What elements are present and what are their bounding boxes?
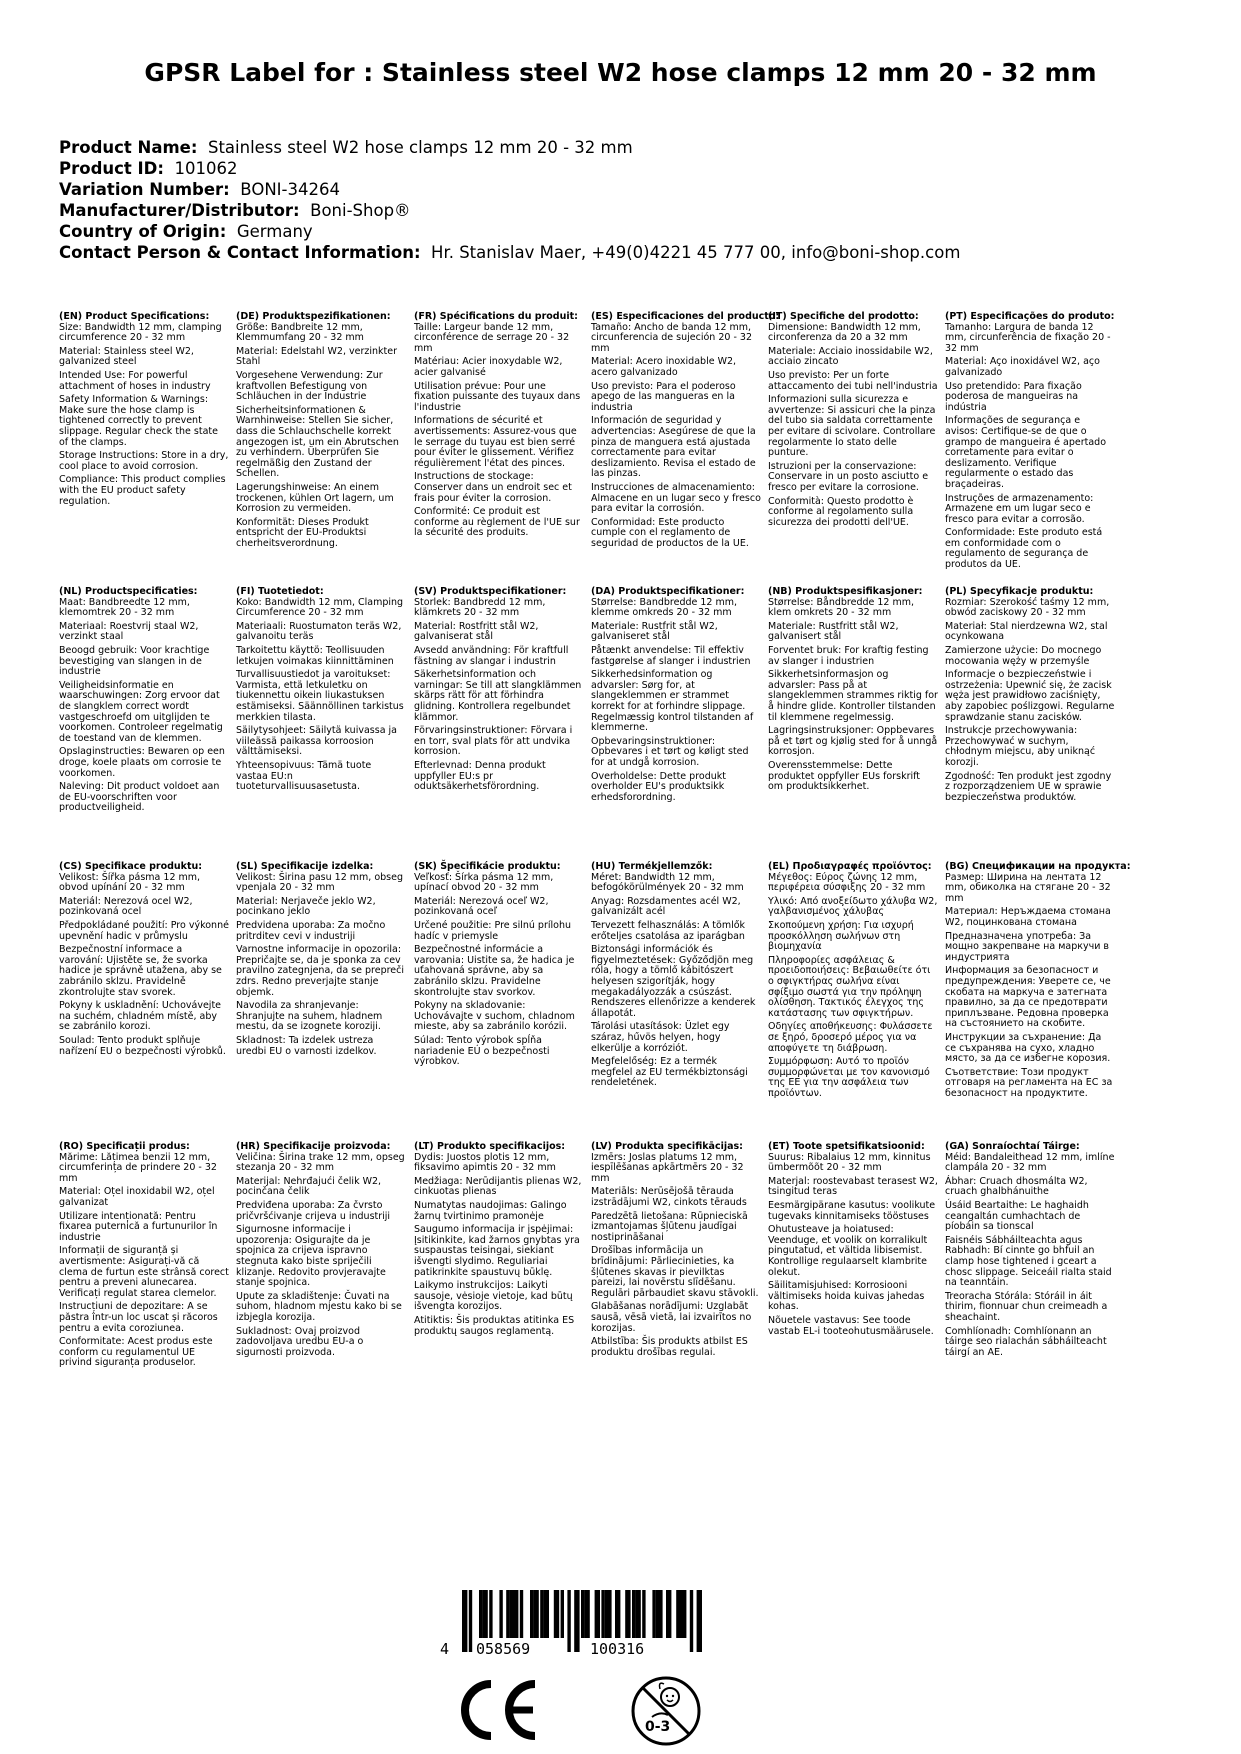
spec-line: Faisnéis Sábháilteachta agus Rabhadh: Bí cinnte go bhfuil an clamp hose tightened i gceart a chosc slippage. Seiceáil rialta staid na teanntáin. [945, 1234, 1112, 1289]
barcode-bar [482, 1590, 487, 1638]
spec-line: Uso pretendido: Para fixação poderosa de mangueiras na indústria [945, 380, 1082, 413]
spec-line: Matériau: Acier inoxydable W2, acier galvanisé [414, 356, 563, 378]
spec-line: Bezpečnostné informácie a varovania: Uistite sa, že hadica je uťahovaná správne, aby sa zabránilo sklzu. Pravidelne skontrolujte stav svorkov. [414, 944, 575, 998]
barcode-bar [462, 1590, 467, 1652]
spec-line: Materiale: Rustfrit stål W2, galvaniseret stål [591, 620, 718, 643]
spec-block [414, 587, 584, 796]
spec-line: Materiál: Nerezová ocel W2, pozinkovaná ocel [59, 895, 193, 918]
spec-line: Material: Aço inoxidável W2, aço galvanizado [945, 356, 1100, 378]
spec-line: Instrukcje przechowywania: Przechowywać w suchym, chłodnym miejscu, aby uniknąć korozji. [945, 725, 1096, 768]
not-for-children-0-3-icon [630, 1675, 702, 1747]
spec-heading: (IT) Specifiche del prodotto: [768, 311, 919, 322]
barcode-bar [690, 1590, 693, 1652]
info-contact: Contact Person & Contact Information: Hr. Stanislav Maer, +49(0)4221 45 777 00, info@boni-shop.com [59, 243, 961, 262]
spec-block [59, 862, 229, 1060]
spec-line: Velikost: Šířka pásma 12 mm, obvod upínání 20 - 32 mm [59, 871, 201, 894]
spec-line: Materiale: Acciaio inossidabile W2, acciaio zincato [768, 345, 933, 368]
spec-heading: (NL) Productspecificaties: [59, 586, 198, 597]
spec-line: Navodila za shranjevanje: Shranjujte na suhem, hladnem mestu, da se izognete koroziji. [236, 1000, 383, 1033]
spec-heading: (RO) Specificații produs: [59, 1141, 190, 1152]
spec-line: Πληροφορίες ασφάλειας & προειδοποιήσεις: Βεβαιωθείτε ότι ο σφιγκτήρας σωλήνα είναι σφίξιμο σωστά για την πρόληψη ολίσθηση. Τακτικός έλεγχος της κατάστασης των σφιγκτήρων. [768, 954, 931, 1019]
spec-heading: (SL) Specifikacije izdelka: [236, 861, 374, 872]
age-label: 0-3 [645, 1719, 671, 1735]
spec-line: Οδηγίες αποθήκευσης: Φυλάσσετε σε ξηρό, δροσερό μέρος για να αποφύγετε τη διάβρωση. [768, 1021, 933, 1054]
spec-heading: (ES) Especificaciones del producto: [591, 311, 780, 322]
barcode-bar [540, 1590, 543, 1638]
spec-line: Ábhar: Cruach dhosmálta W2, cruach ghalbhánuithe [945, 1175, 1088, 1198]
spec-line: Materiaali: Ruostumaton teräs W2, galvanoitu teräs [236, 620, 402, 643]
spec-line: Tárolási utasítások: Üzlet egy száraz, hűvös helyen, hogy elkerülje a korróziót. [591, 1021, 730, 1054]
spec-line: Maat: Bandbreedte 12 mm, klemomtrek 20 - 32 mm [59, 596, 190, 619]
spec-block [414, 1142, 584, 1340]
barcode-bar [632, 1590, 635, 1638]
spec-line: Instruções de armazenamento: Armazene em um lugar seco e fresco para evitar a corrosão. [945, 492, 1094, 525]
spec-line: Sukladnost: Ovaj proizvod zadovoljava uredbu EU-a o sigurnosti proizvoda. [236, 1325, 364, 1358]
spec-heading: (DE) Produktspezifikationen: [236, 311, 391, 322]
spec-heading: (BG) Спецификации на продукта: [945, 861, 1131, 872]
spec-line: Conformidade: Este produto está em conformidade com o regulamento de segurança de produtos da UE. [945, 527, 1103, 571]
spec-line: Instructions de stockage: Conserver dans un endroit sec et frais pour éviter la corrosion. [414, 471, 572, 504]
spec-line: Tamaño: Ancho de banda 12 mm, circunferencia de sujeción 20 - 32 mm [591, 321, 752, 354]
spec-line: Pokyny k uskladnění: Uchovávejte na suchém, chladném místě, aby se zabránilo korozi. [59, 1000, 222, 1033]
spec-line: Instrucciones de almacenamiento: Almacene en un lugar seco y fresco para evitar la corrosión. [591, 481, 761, 515]
spec-line: Naleving: Dit product voldoet aan de EU-voorschriften voor productveiligheid. [59, 781, 220, 814]
spec-line: Sikkerhetsinformasjon og advarsler: Pass på at slangeklemmen strammes riktig for å hindre glide. Kontroller tilstanden til klemmene regelmessig. [768, 669, 938, 723]
spec-line: Veiligheidsinformatie en waarschuwingen: Zorg ervoor dat de slangklem correct wordt vastgeschroefd om uitglijden te voorkomen. Controleer regelmatig de toestand van de klemmen. [59, 679, 223, 744]
spec-line: Säilytysohjeet: Säilytä kuivassa ja viileässä paikassa korroosion välttämiseksi. [236, 725, 397, 758]
spec-line: Súlad: Tento výrobok spĺňa nariadenie EÚ o bezpečnosti výrobkov. [414, 1034, 550, 1068]
info-country-of-origin: Country of Origin: Germany [59, 222, 313, 241]
barcode-bar [652, 1590, 655, 1638]
spec-heading: (NB) Produktspesifikasjoner: [768, 586, 923, 597]
spec-line: Glabāšanas norādījumi: Uzglabāt sausā, vēsā vietā, lai izvairītos no korozijas. [591, 1301, 752, 1334]
spec-line: Soulad: Tento produkt splňuje nařízení EU o bezpečnosti výrobků. [59, 1034, 226, 1057]
spec-line: Informații de siguranță și avertismente: Asigurați-vă că clema de furtun este strânsă corect pentru a preveni alunecarea. Verificați regulat starea clemelor. [59, 1245, 229, 1299]
spec-line: Nõuetele vastavus: See toode vastab EL-i tooteohutusmäärusele. [768, 1314, 934, 1337]
spec-line: Säilitamisjuhised: Korrosiooni vältimiseks hoida kuivas jahedas kohas. [768, 1280, 925, 1313]
spec-line: Predviđena uporaba: Za čvrsto pričvršćivanje crijeva u industriji [236, 1199, 391, 1222]
spec-heading: (FI) Tuotetiedot: [236, 586, 324, 597]
spec-line: Uso previsto: Per un forte attaccamento dei tubi nell'industria [768, 369, 938, 392]
spec-line: Opslaginstructies: Bewaren op een droge, koele plaats om corrosie te voorkomen. [59, 746, 225, 779]
spec-block [236, 1142, 406, 1361]
spec-line: Påtænkt anvendelse: Til effektiv fastgørelse af slanger i industrien [591, 644, 751, 667]
spec-line: Taille: Largeur bande 12 mm, circonférence de serrage 20 - 32 mm [414, 321, 570, 354]
spec-line: Konformität: Dieses Produkt entspricht der EU-Produktsi cherheitsverordnung. [236, 516, 369, 549]
barcode-bar [666, 1590, 671, 1638]
barcode-bar [595, 1590, 600, 1638]
spec-line: Sikkerhedsinformation og advarsler: Sørg for, at slangeklemmen er strammet korrekt for at forhindre slippage. Regelmæssig kontrol tilstanden af klemmerne. [591, 669, 754, 734]
spec-line: Informazioni sulla sicurezza e avvertenze: Si assicuri che la pinza del tubo sia saldata correttamente per evitare di scivolare. Controllare regolarmente lo stato delle punture. [768, 394, 936, 459]
barcode-bar [489, 1590, 492, 1638]
spec-line: Eesmärgipärane kasutus: voolikute tugevaks kinnitamiseks tööstuses [768, 1199, 936, 1222]
info-variation-number: Variation Number: BONI-34264 [59, 180, 340, 199]
spec-line: Varnostne informacije in opozorila: Prepričajte se, da je sponka za cev pravilno zategnjena, da se prepreči zdrs. Redno preverjajte stanje objemk. [236, 944, 404, 998]
spec-heading: (EN) Product Specifications: [59, 311, 210, 322]
spec-line: Material: Rostfritt stål W2, galvaniserat stål [414, 620, 539, 643]
spec-line: Avsedd användning: För kraftfull fästning av slangar i industrin [414, 644, 569, 667]
barcode-bar [574, 1590, 579, 1652]
barcode-bar [506, 1590, 509, 1638]
spec-line: Materiale: Rustfritt stål W2, galvanisert stål [768, 620, 899, 643]
spec-line: Storage Instructions: Store in a dry, cool place to avoid corrosion. [59, 450, 229, 472]
spec-line: Skladnost: Ta izdelek ustreza uredbi EU o varnosti izdelkov. [236, 1034, 377, 1057]
spec-heading: (EL) Προδιαγραφές προϊόντος: [768, 861, 932, 872]
barcode [440, 1590, 730, 1674]
spec-line: Storlek: Bandbredd 12 mm, klämkrets 20 - 32 mm [414, 596, 546, 619]
barcode-bar [601, 1590, 604, 1638]
spec-heading: (FR) Spécifications du produit: [414, 311, 578, 322]
spec-line: Съответствие: Този продукт отговаря на регламента на ЕС за безопасност на продуктите. [945, 1066, 1113, 1099]
barcode-digits-right: 100316 [590, 1640, 645, 1658]
spec-line: Material: Edelstahl W2, verzinkter Stahl [236, 345, 397, 368]
spec-line: Lagerungshinweise: An einem trockenen, kühlen Ort lagern, um Korrosion zu vermeiden. [236, 481, 394, 515]
spec-line: Materiál: Nerezová oceľ W2, pozinkovaná oceľ [414, 895, 549, 918]
barcode-bar [469, 1590, 472, 1652]
spec-heading: (HR) Specifikacije proizvoda: [236, 1141, 391, 1152]
spec-line: Intended Use: For powerful attachment of hoses in industry [59, 369, 211, 392]
spec-block [768, 862, 938, 1102]
spec-line: Compliance: This product complies with the EU product safety regulation. [59, 474, 226, 507]
spec-line: Opbevaringsinstruktioner: Opbevares i et tørt og køligt sted for at undgå korrosion. [591, 735, 749, 768]
spec-line: Lagringsinstruksjoner: Oppbevares på et tørt og kjølig sted for å unngå korrosjon. [768, 725, 938, 758]
spec-line: Megfelelőség: Ez a termék megfelel az EU termékbiztonsági rendeletének. [591, 1056, 748, 1089]
spec-line: Size: Bandwidth 12 mm, clamping circumference 20 - 32 mm [59, 321, 222, 344]
spec-line: Materijal: Nehrđajući čelik W2, pocinčana čelik [236, 1175, 382, 1198]
barcode-bar [615, 1590, 620, 1638]
spec-line: Utilisation prévue: Pour une fixation puissante des tuyaux dans l'industrie [414, 380, 581, 413]
spec-block [945, 587, 1115, 806]
barcode-digits-left: 058569 [476, 1640, 531, 1658]
spec-line: Méret: Bandwidth 12 mm, befogókörülmények 20 - 32 mm [591, 871, 744, 894]
spec-line: Overensstemmelse: Dette produktet oppfyller EUs forskrift om produktsikkerhet. [768, 759, 921, 793]
spec-line: Μέγεθος: Εύρος ζώνης 12 mm, περιφέρεια σύσφιξης 20 - 32 mm [768, 871, 926, 894]
spec-line: Sicherheitsinformationen & Warnhinweise: Stellen Sie sicher, dass die Schlauchschelle korrekt angezogen ist, um ein Abrutschen zu verhindern. Überprüfen Sie regelmäßig den Zustand der Schellen. [236, 404, 399, 480]
spec-line: Medžiaga: Nerūdijantis plienas W2, cinkuotas plienas [414, 1175, 582, 1198]
spec-line: Rozmiar: Szerokość taśmy 12 mm, obwód zaciskowy 20 - 32 mm [945, 596, 1110, 619]
barcode-bar [554, 1590, 559, 1638]
spec-heading: (PL) Specyfikacje produktu: [945, 586, 1094, 597]
spec-heading: (GA) Sonraíochtaí Táirge: [945, 1141, 1080, 1152]
spec-heading: (PT) Especificações do produto: [945, 311, 1115, 322]
spec-line: Laikymo instrukcijos: Laikyti sausoje, vėsioje vietoje, kad būtų išvengta korozijos. [414, 1280, 573, 1313]
barcode-bar [561, 1590, 564, 1638]
barcode-bar [479, 1590, 482, 1638]
spec-line: Biztonsági információk és figyelmeztetések: Győződjön meg róla, hogy a tömlő kábitószert helyesen szigorítják, hogy megakadályozzák a csúszást. Rendszeres ellenőrizze a kenderek állapotát. [591, 944, 756, 1019]
barcode-bar [659, 1590, 662, 1638]
spec-line: Treoracha Stórála: Stóráil in áit thirim, fionnuar chun creimeadh a sheachaint. [945, 1290, 1108, 1323]
spec-line: Størrelse: Båndbredde 12 mm, klem omkrets 20 - 32 mm [768, 596, 915, 619]
spec-line: Atitiktis: Šis produktas atitinka ES produktų saugos reglamentą. [414, 1314, 575, 1337]
spec-line: Atbilstība: Šis produkts atbilst ES produktu drošības regulai. [591, 1336, 748, 1358]
spec-block [59, 587, 229, 817]
spec-heading: (ET) Toote spetsifikatsioonid: [768, 1141, 925, 1152]
spec-line: Určené použitie: Pre silnú prílohu hadíc v priemysle [414, 919, 572, 942]
product-info [59, 137, 1199, 263]
barcode-bars [440, 1590, 730, 1674]
spec-heading: (SV) Produktspecifikationer: [414, 586, 567, 597]
barcode-bar [520, 1590, 523, 1638]
spec-line: Информация за безопасност и предупреждения: Уверете се, че скобата на маркуча е затегната правилно, за да се предотврати приплъзване. Редовна проверка на състоянието на скобите. [945, 965, 1111, 1030]
barcode-bar [513, 1590, 518, 1638]
spec-heading: (LV) Produkta specifikācijas: [591, 1141, 743, 1152]
spec-line: Informations de sécurité et avertissements: Assurez-vous que le serrage du tuyau est bien serré pour éviter le glissement. Vérifiez régulièrement l'état des pinces. [414, 415, 577, 469]
spec-line: Velikost: Širina pasu 12 mm, obseg vpenjala 20 - 32 mm [236, 871, 403, 894]
barcode-bar [608, 1590, 611, 1638]
ce-mark-icon [455, 1680, 540, 1740]
spec-block [591, 1142, 761, 1361]
spec-block [236, 312, 406, 552]
spec-heading: (SK) Špecifikácie produktu: [414, 861, 561, 872]
spec-line: Bezpečnostní informace a varování: Ujistěte se, že svorka hadice je správně utažena, aby se zabránilo sklzu. Pravidelně zkontrolujte stav svorek. [59, 944, 222, 998]
barcode-bar [642, 1590, 645, 1638]
spec-line: Συμμόρφωση: Αυτό το προϊόν συμμορφώνεται με τον κανονισμό της ΕΕ για την ασφάλεια των προϊόντων. [768, 1056, 930, 1099]
barcode-bar [584, 1590, 589, 1638]
spec-line: Koko: Bandwidth 12 mm, Clamping Circumference 20 - 32 mm [236, 596, 404, 619]
spec-line: Informações de segurança e avisos: Certifique-se de que o grampo de mangueira é apertado corretamente para evitar o deslizamento. Verifique regularmente o estado das braçadeiras. [945, 415, 1107, 490]
spec-line: Informacje o bezpieczeństwie i ostrzeżenia: Upewnić się, że zacisk węża jest prawidłowo zaciśnięty, aby zapobiec poślizgowi. Regularne sprawdzanie stanu zacisków. [945, 669, 1115, 723]
spec-line: Conformità: Questo prodotto è conforme al regolamento sulla sicurezza dei prodotti dell'UE. [768, 495, 914, 528]
spec-line: Conformité: Ce produit est conforme au règlement de l'UE sur la sécurité des produits. [414, 506, 580, 539]
info-manufacturer: Manufacturer/Distributor: Boni-Shop® [59, 201, 411, 220]
spec-line: Safety Information & Warnings: Make sure the hose clamp is tightened correctly to prevent slippage. Regular check the state of the clamps. [59, 394, 218, 448]
spec-line: Turvallisuustiedot ja varoitukset: Varmista, että letkuletku on tiukennettu oikein liukastuksen estämiseksi. Säännöllinen tarkistus merkkien tilasta. [236, 669, 404, 723]
spec-line: Vorgesehene Verwendung: Zur kraftvollen Befestigung von Schläuchen in der Industrie [236, 369, 383, 403]
spec-line: Materiaal: Roestvrij staal W2, verzinkt staal [59, 620, 199, 643]
spec-line: Beoogd gebruik: Voor krachtige bevestiging van slangen in de industrie [59, 644, 210, 678]
spec-line: Zamierzone użycie: Do mocnego mocowania węży w przemyśle [945, 644, 1102, 667]
spec-line: Uso previsto: Para el poderoso apego de las mangueras en la industria [591, 380, 736, 413]
spec-block [945, 312, 1115, 574]
spec-line: Mărime: Lățimea benzii 12 mm, circumferința de prindere 20 - 32 mm [59, 1151, 217, 1184]
spec-line: Pokyny na skladovanie: Uchovávajte v suchom, chladnom mieste, aby sa zabránilo korózii. [414, 1000, 575, 1033]
spec-block [768, 587, 938, 796]
spec-line: Predvidena uporaba: Za močno pritrditev cevi v industriji [236, 919, 386, 942]
spec-line: Sigurnosne informacije i upozorenja: Osigurajte da je spojnica za crijeva ispravno stegnuta kako biste spriječili klizanje. Redovito provjeravajte stanje spojnica. [236, 1224, 386, 1289]
spec-line: Materiał: Stal nierdzewna W2, stal ocynkowana [945, 620, 1108, 643]
spec-line: Upute za skladištenje: Čuvati na suhom, hladnom mjestu kako bi se izbjegla korozija. [236, 1290, 402, 1323]
spec-line: Efterlevnad: Denna produkt uppfyller EU:s pr oduktsäkerhetsförordning. [414, 759, 546, 793]
spec-line: Anyag: Rozsdamentes acél W2, galvanizált acél [591, 895, 741, 918]
spec-line: Drošības informācija un brīdinājumi: Pārliecinieties, ka šļūtenes skavas ir pievilktas pareizi, lai novērstu slīdēšanu. Regulāri pārbaudiet skavu stāvokli. [591, 1245, 759, 1299]
barcode-bar [625, 1590, 630, 1638]
info-product-id: Product ID: 101062 [59, 159, 238, 178]
spec-line: Suurus: Ribalaius 12 mm, kinnitus ümbermõõt 20 - 32 mm [768, 1151, 931, 1174]
spec-line: Izmērs: Joslas platums 12 mm, iespīlēšanas apkārtmērs 20 - 32 mm [591, 1151, 744, 1184]
spec-line: Størrelse: Bandbredde 12 mm, klemme omkreds 20 - 32 mm [591, 596, 738, 619]
barcode-bar [635, 1590, 640, 1638]
spec-line: Ohutusteave ja hoiatused: Veenduge, et voolik on korralikult pingutatud, et vältida libisemist. Kontrollige regulaarselt klambrite olekut. [768, 1224, 928, 1278]
spec-line: Material: Stainless steel W2, galvanized steel [59, 345, 194, 368]
spec-block [591, 587, 761, 806]
page-title: GPSR Label for : Stainless steel W2 hose clamps 12 mm 20 - 32 mm [144, 58, 1097, 87]
barcode-bar [544, 1590, 549, 1638]
spec-line: Инструкции за съхранение: Да се съхранява на сухо, хладно място, за да се избегне корозия. [945, 1031, 1111, 1065]
spec-heading: (LT) Produkto specifikacijos: [414, 1141, 566, 1152]
spec-line: Размер: Ширина на лентата 12 mm, обиколка на стягане 20 - 32 mm [945, 871, 1111, 904]
spec-line: Conformitate: Acest produs este conform cu regulamentul UE privind siguranța produselor. [59, 1336, 213, 1369]
spec-block [236, 587, 406, 796]
barcode-bar [697, 1590, 702, 1652]
spec-line: Material: Oțel inoxidabil W2, oțel galvanizat [59, 1186, 215, 1208]
spec-line: Yhteensopivuus: Tämä tuote vastaa EU:n tuoteturvallisuusasetusta. [236, 759, 372, 793]
spec-line: Материал: Неръждаема стомана W2, поцинкована стомана [945, 906, 1111, 928]
spec-block [945, 1142, 1115, 1361]
spec-block [768, 312, 938, 531]
spec-line: Material: Acero inoxidable W2, acero galvanizado [591, 356, 737, 378]
spec-line: Tamanho: Largura de banda 12 mm, circunferência de fixação 20 - 32 mm [945, 321, 1111, 354]
spec-grid [59, 312, 1239, 1532]
spec-line: Paredzētā lietošana: Rūpnieciskā izmantojamas šļūtenu jaudīgai nostiprināšanai [591, 1210, 748, 1243]
spec-block [236, 862, 406, 1060]
spec-line: Dimensione: Bandwidth 12 mm, circonferenza da 20 a 32 mm [768, 321, 921, 344]
barcode-digits-lead: 4 [440, 1640, 450, 1658]
spec-line: Overholdelse: Dette produkt overholder EU's produktsikk erhedsforordning. [591, 770, 726, 803]
spec-line: Zgodność: Ten produkt jest zgodny z rozporządzeniem UE w sprawie bezpieczeństwa produktów. [945, 770, 1112, 803]
spec-line: Materiāls: Nerūsējošā tērauda izstrādājumi W2, cinkots tērauds [591, 1186, 747, 1208]
barcode-bar [680, 1590, 683, 1638]
spec-line: Información de seguridad y advertencias: Asegúrese de que la pinza de manguera está ajustada correctamente para evitar deslizamiento. Revisa el estado de las pinzas. [591, 415, 756, 480]
barcode-bar [567, 1590, 570, 1652]
spec-line: Tervezett felhasználás: A tömlők erőteljes csatolása az iparágban [591, 919, 746, 942]
spec-line: Conformidad: Este producto cumple con el reglamento de seguridad de productos de la UE. [591, 516, 749, 549]
spec-line: Materjal: roostevabast terasest W2, tsingitud teras [768, 1175, 938, 1198]
spec-line: Předpokládané použití: Pro výkonné upevnění hadic v průmyslu [59, 919, 229, 942]
spec-block [768, 1142, 938, 1340]
barcode-bar [683, 1590, 686, 1638]
spec-line: Comhlíonadh: Comhlíonann an táirge seo rialachán sábháilteacht táirgí an AE. [945, 1325, 1107, 1358]
spec-line: Méid: Bandaleithead 12 mm, imlíne clampála 20 - 32 mm [945, 1151, 1115, 1174]
barcode-bar [530, 1590, 533, 1638]
spec-line: Veľkosť: Šírka pásma 12 mm, upínací obvod 20 - 32 mm [414, 871, 554, 894]
spec-heading: (DA) Produktspecifikationer: [591, 586, 745, 597]
spec-line: Úsáid Beartaithe: Le haghaidh ceangaltán cumhachtach de píobáin sa tionscal [945, 1199, 1089, 1233]
barcode-bar [510, 1590, 513, 1638]
spec-line: Größe: Bandbreite 12 mm, Klemmumfang 20 - 32 mm [236, 321, 364, 344]
spec-line: Σκοπούμενη χρήση: Για ισχυρή προσκόλληση σωλήνων στη βιομηχανία [768, 919, 914, 953]
spec-block [945, 861, 1131, 1102]
barcode-bar [533, 1590, 538, 1638]
spec-block [591, 862, 761, 1092]
spec-line: Numatytas naudojimas: Galingo žarnų tvirtinimo pramonėje [414, 1199, 567, 1222]
barcode-bar [499, 1590, 502, 1638]
spec-heading: (HU) Termékjellemzők: [591, 861, 713, 872]
spec-line: Saugumo informacija ir įspėjimai: Įsitikinkite, kad žarnos gnybtas yra suspaustas teisingai, siekiant išvengti slydimo. Reguliariai patikrinkite spaustuvų būklę. [414, 1224, 580, 1278]
spec-line: Υλικό: Από ανοξείδωτο χάλυβα W2, γαλβανισμένος χάλυβας [768, 895, 938, 918]
spec-line: Utilizare intenționată: Pentru fixarea puternică a furtunurilor în industrie [59, 1210, 218, 1243]
spec-line: Dydis: Juostos plotis 12 mm, fiksavimo apimtis 20 - 32 mm [414, 1151, 556, 1174]
spec-line: Instrucțiuni de depozitare: A se păstra într-un loc uscat și răcoros pentru a evita coroziunea. [59, 1301, 218, 1334]
spec-heading: (CS) Specifikace produktu: [59, 861, 203, 872]
spec-block [414, 862, 584, 1071]
barcode-bar [581, 1590, 584, 1638]
spec-line: Tarkoitettu käyttö: Teollisuuden letkujen voimakas kiinnittäminen [236, 644, 394, 667]
info-product-name: Product Name: Stainless steel W2 hose clamps 12 mm 20 - 32 mm [59, 138, 633, 157]
spec-block [414, 312, 584, 542]
spec-line: Förvaringsinstruktioner: Förvara i en torr, sval plats för att undvika korrosion. [414, 725, 573, 758]
spec-line: Veličina: Širina trake 12 mm, opseg stezanja 20 - 32 mm [236, 1151, 405, 1174]
spec-line: Forventet bruk: For kraftig festing av slanger i industrien [768, 644, 929, 667]
spec-block [591, 311, 780, 552]
spec-line: Istruzioni per la conservazione: Conservare in un posto asciutto e fresco per evitare la corrosione. [768, 460, 929, 493]
spec-line: Säkerhetsinformation och varningar: Se till att slangklämmen skärps rätt för att förhindra glidning. Kontrollera regelbundet klämmor. [414, 669, 582, 723]
spec-block [59, 1142, 229, 1372]
spec-block [59, 312, 229, 510]
spec-line: Предназначена употреба: За мощно закрепване на маркучи в индустрията [945, 930, 1110, 963]
spec-line: Material: Nerjaveče jeklo W2, pocinkano jeklo [236, 895, 376, 918]
